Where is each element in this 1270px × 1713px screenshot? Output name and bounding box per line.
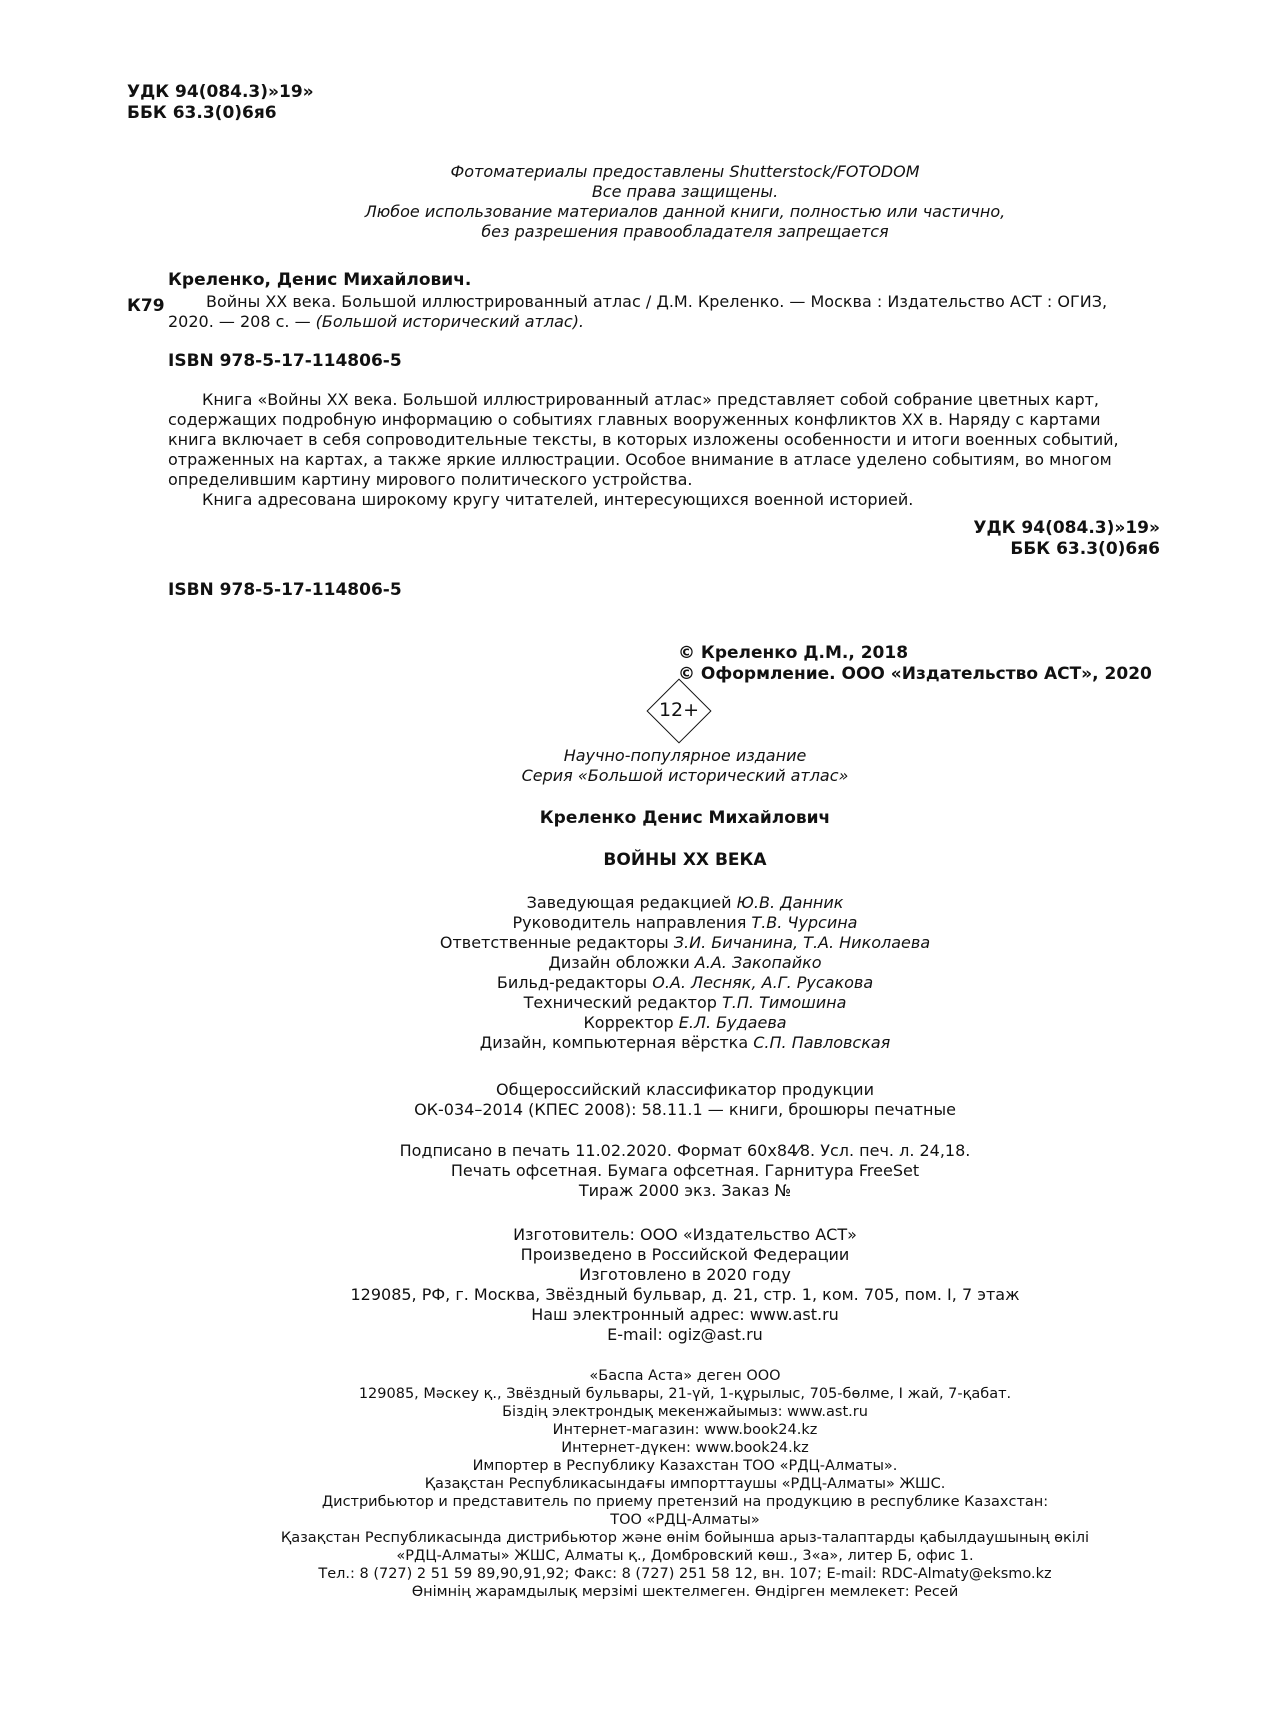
abstract (168, 390, 1160, 510)
kz-line: Импортер в Республику Казахстан ТОО «РДЦ-Алматы». (472, 1458, 898, 1474)
credit-name: Е.Л. Будаева (678, 1013, 787, 1032)
bibliographic-description (168, 292, 1158, 332)
notice-line: Фотоматериалы предоставлены Shutterstock/FOTODOM (450, 162, 920, 181)
bib-series: (Большой исторический атлас). (315, 312, 585, 331)
author-heading: Креленко, Денис Михайлович. (168, 270, 472, 290)
kz-line: Қазақстан Республикасында дистрибьютор және өнім бойынша арыз-талаптарды қабылдаушының өкілі (280, 1530, 1090, 1546)
isbn-main: ISBN 978-5-17-114806-5 (168, 580, 402, 600)
udk-right (760, 518, 1160, 560)
credit-role: Дизайн обложки (548, 953, 695, 972)
print-line: Подписано в печать 11.02.2020. Формат 60x84⁄8. Усл. печ. л. 24,18. (399, 1141, 971, 1160)
credit-role: Дизайн, компьютерная вёрстка (479, 1033, 754, 1052)
credit-name: Т.П. Тимошина (722, 993, 847, 1012)
credit-line (300, 953, 1070, 973)
print-line: Тираж 2000 экз. Заказ № (578, 1181, 792, 1200)
credit-line (300, 1033, 1070, 1053)
abstract-line: Книга «Войны XX века. Большой иллюстрированный атлас» представляет собой собрание цветных карт, (202, 390, 1100, 409)
bib-line (168, 312, 1158, 332)
credit-name: С.П. Павловская (753, 1033, 891, 1052)
product-classifier (300, 1080, 1070, 1120)
edition-type: Научно-популярное издание (563, 746, 807, 765)
print-info (300, 1141, 1070, 1201)
udk-code: УДК 94(084.3)»19» (127, 82, 314, 102)
kz-line: «РДЦ-Алматы» ЖШС, Алматы қ., Домбровский көш., 3«а», литер Б, офис 1. (396, 1548, 974, 1564)
author-index: К79 (127, 296, 165, 316)
credit-name: О.А. Лесняк, А.Г. Русакова (652, 973, 874, 992)
classifier-line: ОК-034–2014 (КПЕС 2008): 58.11.1 — книги, брошюры печатные (414, 1100, 956, 1119)
abstract-line: определившим картину мирового политического устройства. (168, 470, 693, 489)
edition-info (300, 746, 1070, 786)
credit-role: Бильд-редакторы (496, 973, 653, 992)
kz-line: ТОО «РДЦ-Алматы» (610, 1512, 760, 1528)
book-title: ВОЙНЫ XX ВЕКА (603, 850, 767, 870)
manufacturer-line: 129085, РФ, г. Москва, Звёздный бульвар, д. 21, стр. 1, ком. 705, пом. I, 7 этаж (350, 1285, 1020, 1304)
credit-line (300, 893, 1070, 913)
copyright-block (678, 643, 1152, 685)
copyright-design: © Оформление. ООО «Издательство АСТ», 2020 (678, 664, 1152, 684)
bbk-code: ББК 63.3(0)6я6 (1010, 539, 1160, 559)
series-name: Серия «Большой исторический атлас» (521, 766, 849, 785)
manufacturer-line: Изготовитель: ООО «Издательство АСТ» (513, 1225, 857, 1244)
abstract-line: книга включает в себя сопроводительные тексты, в которых изложены особенности и итоги военных событий, (168, 430, 1119, 449)
credit-line (300, 933, 1070, 953)
notice-line: Любое использование материалов данной книги, полностью или частично, (364, 202, 1006, 221)
kz-line: Өнімнің жарамдылық мерзімі шектелмеген. Өндірген мемлекет: Ресей (411, 1584, 959, 1600)
copyright-author: © Креленко Д.М., 2018 (678, 643, 909, 663)
credits-list (300, 893, 1070, 1053)
rights-notice (260, 162, 1110, 242)
manufacturer-line: Произведено в Российской Федерации (520, 1245, 850, 1264)
credit-name: Ю.В. Данник (736, 893, 844, 912)
classifier-line: Общероссийский классификатор продукции (496, 1080, 874, 1099)
credit-name: З.И. Бичанина, Т.А. Николаева (673, 933, 931, 952)
credit-role: Ответственные редакторы (439, 933, 674, 952)
bib-line: Войны ХХ века. Большой иллюстрированный атлас / Д.М. Креленко. — Москва : Издательство АСТ : ОГИЗ, (206, 292, 1108, 311)
abstract-line: отраженных на картах, а также яркие иллюстрации. Особое внимание в атласе уделено событиям, во многом (168, 450, 1112, 469)
kz-line: «Баспа Аста» деген ООО (589, 1368, 781, 1384)
credit-line (300, 1013, 1070, 1033)
kz-line: 129085, Мәскеу қ., Звёздный бульвары, 21-үй, 1-құрылыс, 705-бөлме, I жай, 7-қабат. (358, 1386, 1012, 1402)
credit-role: Корректор (583, 1013, 679, 1032)
isbn-record: ISBN 978-5-17-114806-5 (168, 351, 402, 371)
kz-line: Интернет-дүкен: www.book24.kz (561, 1440, 809, 1456)
manufacturer-info (250, 1225, 1120, 1345)
kz-line: Біздің электрондық мекенжайымыз: www.ast.ru (502, 1404, 868, 1420)
credit-line (300, 913, 1070, 933)
manufacturer-line: E-mail: ogiz@ast.ru (607, 1325, 763, 1344)
print-line: Печать офсетная. Бумага офсетная. Гарнитура FreeSet (450, 1161, 920, 1180)
kz-line: Интернет-магазин: www.book24.kz (552, 1422, 818, 1438)
author-full-name: Креленко Денис Михайлович (539, 808, 831, 828)
abstract-line: содержащих подробную информацию о событиях главных вооруженных конфликтов XX в. Наряду с картами (168, 410, 1101, 429)
udk-top (127, 82, 314, 124)
notice-line: Все права защищены. (591, 182, 779, 201)
kz-line: Тел.: 8 (727) 2 51 59 89,90,91,92; Факс: 8 (727) 251 58 12, вн. 107; E-mail: RDC-Almaty@eksmo.kz (318, 1566, 1052, 1582)
credit-line (300, 993, 1070, 1013)
bib-pages: 2020. — 208 с. — (168, 312, 316, 331)
age-rating-label: 12+ (658, 699, 700, 721)
notice-line: без разрешения правообладателя запрещается (481, 222, 889, 241)
kz-line: Дистрибьютор и представитель по приему претензий на продукцию в республике Казахстан: (321, 1494, 1049, 1510)
abstract-audience: Книга адресована широкому кругу читателей, интересующихся военной историей. (202, 490, 914, 509)
manufacturer-line: Наш электронный адрес: www.ast.ru (531, 1305, 839, 1324)
credit-line (300, 973, 1070, 993)
credit-name: А.А. Закопайко (694, 953, 822, 972)
credit-role: Заведующая редакцией (526, 893, 737, 912)
manufacturer-line: Изготовлено в 2020 году (579, 1265, 791, 1284)
kz-line: Қазақстан Республикасындағы импорттаушы «РДЦ-Алматы» ЖШС. (424, 1476, 946, 1492)
bbk-code: ББК 63.3(0)6я6 (127, 103, 277, 123)
udk-code: УДК 94(084.3)»19» (973, 518, 1160, 538)
credit-role: Руководитель направления (512, 913, 752, 932)
kazakhstan-info (200, 1367, 1170, 1601)
credit-role: Технический редактор (523, 993, 723, 1012)
credit-name: Т.В. Чурсина (751, 913, 858, 932)
